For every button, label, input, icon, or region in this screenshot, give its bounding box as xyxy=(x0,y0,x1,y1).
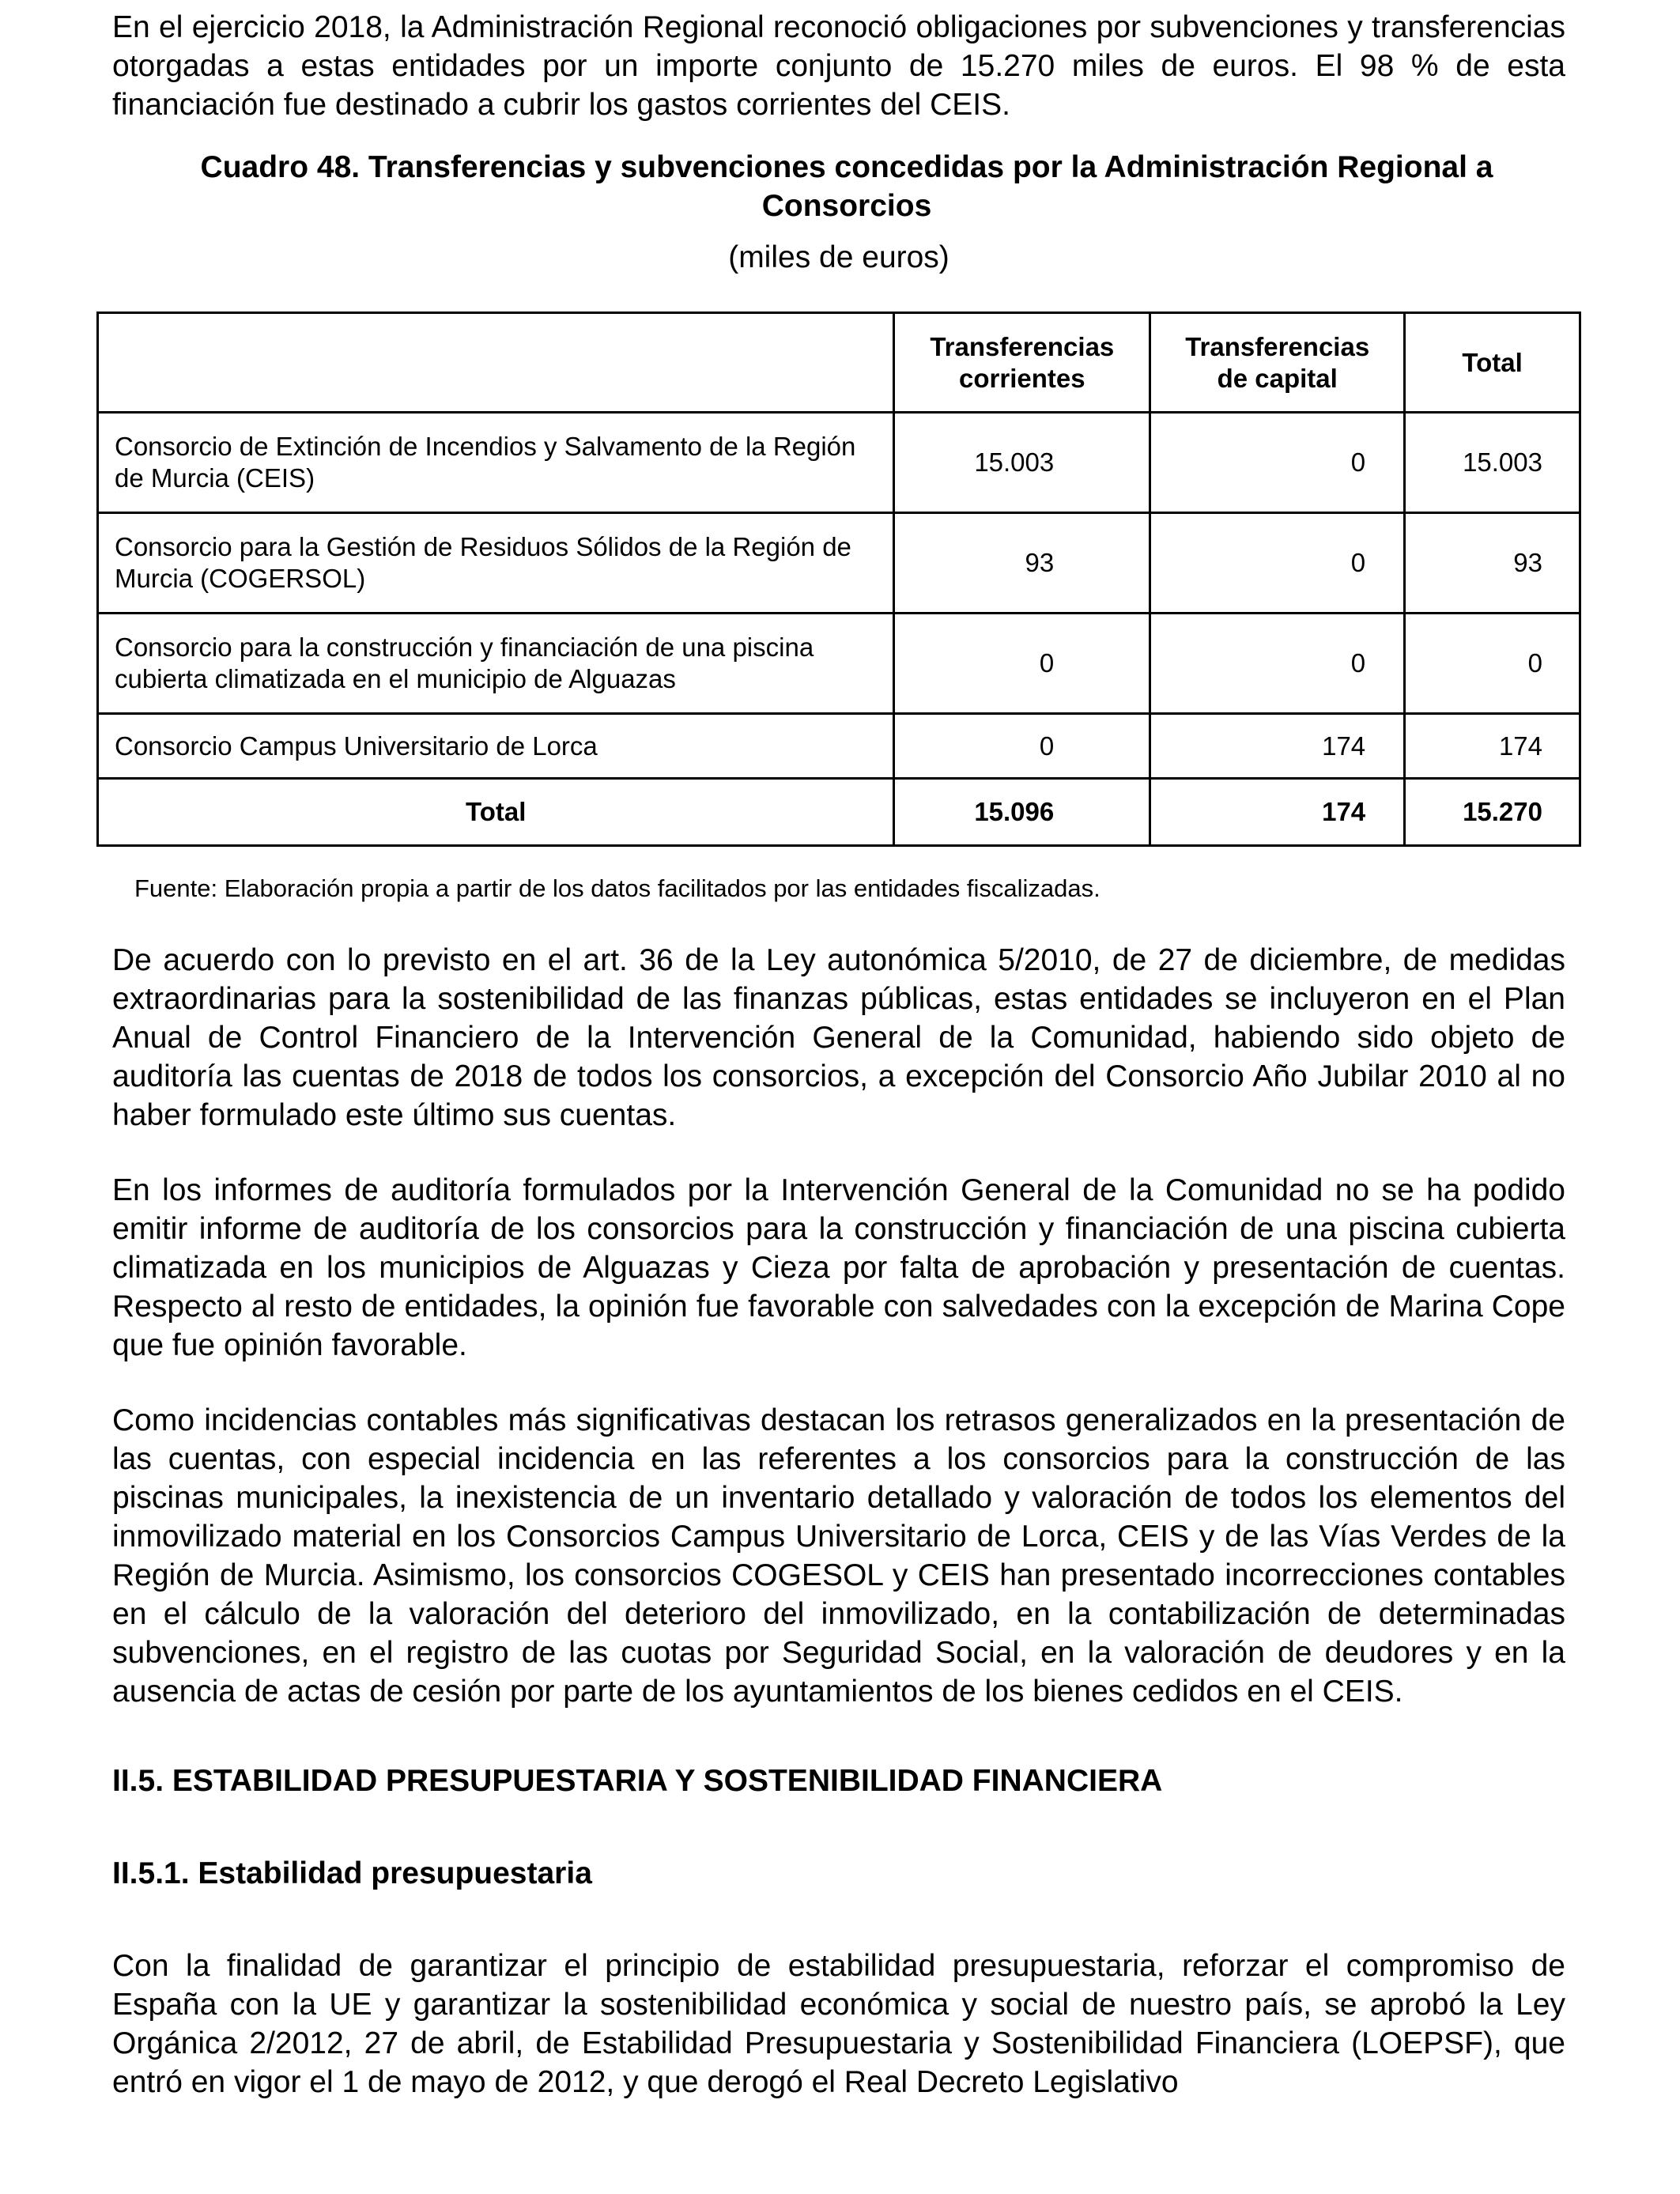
intro-block xyxy=(112,8,1565,277)
row-total: 93 xyxy=(1405,513,1580,614)
paragraph-audit-reports: En los informes de auditoría formulados por la Intervención General de la Comunidad no se ha podido emitir informe de auditoría de los consorcios para la construcción y financiación de una piscina cubierta climatizada en los municipios de Alguazas y Cieza por falta de aprobación y presentación de cuentas. Respecto al resto de entidades, la opinión fue favorable con salvedades con la excepción de Marina Cope que fue opinión favorable. xyxy=(112,1173,1565,1362)
table-units: (miles de euros) xyxy=(728,240,949,274)
row-name: Consorcio para la construcción y financiación de una piscina cubierta climatizada en el municipio de Alguazas xyxy=(98,614,894,714)
subsection-heading: II.5.1. Estabilidad presupuestaria xyxy=(112,1856,592,1890)
row-name: Consorcio Campus Universitario de Lorca xyxy=(98,714,894,779)
header-total: Total xyxy=(1405,313,1580,413)
row-corrientes: 0 xyxy=(894,614,1150,714)
row-total: 0 xyxy=(1405,614,1580,714)
total-corrientes: 15.096 xyxy=(894,779,1150,846)
table-row xyxy=(98,513,1580,614)
row-total: 15.003 xyxy=(1405,413,1580,513)
paragraph-audit-plan: De acuerdo con lo previsto en el art. 36 de la Ley autonómica 5/2010, de 27 de diciembre, de medidas extraordinarias para la sostenibilidad de las finanzas públicas, estas entidades se incluyeron en el Plan Anual de Control Financiero de la Intervención General de la Comunidad, habiendo sido objeto de auditoría las cuentas de 2018 de todos los consorcios, a excepción del Consorcio Año Jubilar 2010 al no haber formulado este último sus cuentas. xyxy=(112,943,1565,1132)
row-capital: 0 xyxy=(1150,614,1405,714)
row-corrientes: 0 xyxy=(894,714,1150,779)
intro-paragraph: En el ejercicio 2018, la Administración Regional reconoció obligaciones por subvenciones y transferencias otorgadas a estas entidades por un importe conjunto de 15.270 miles de euros. El 98 % de esta financiación fue destinado a cubrir los gastos corrientes del CEIS. xyxy=(112,10,1565,122)
paragraph-loepsf: Con la finalidad de garantizar el principio de estabilidad presupuestaria, reforzar el compromiso de España con la UE y garantizar la sostenibilidad económica y social de nuestro país, se aprobó la Ley Orgánica 2/2012, 27 de abril, de Estabilidad Presupuestaria y Sostenibilidad Financiera (LOEPSF), que entró en vigor el 1 de mayo de 2012, y que derogó el Real Decreto Legislativo xyxy=(112,1949,1565,2099)
row-total: 174 xyxy=(1405,714,1580,779)
header-capital: Transferencias de capital xyxy=(1150,313,1405,413)
row-name: Consorcio para la Gestión de Residuos Sólidos de la Región de Murcia (COGERSOL) xyxy=(98,513,894,614)
header-corrientes: Transferencias corrientes xyxy=(894,313,1150,413)
table-row xyxy=(98,413,1580,513)
header-empty xyxy=(98,313,894,413)
row-capital: 0 xyxy=(1150,413,1405,513)
table-caption: Cuadro 48. Transferencias y subvenciones concedidas por la Administración Regional a Consorcios xyxy=(200,150,1493,223)
paragraph-incidents: Como incidencias contables más significativas destacan los retrasos generalizados en la presentación de las cuentas, con especial incidencia en las referentes a los consorcios para la construcción de las piscinas municipales, la inexistencia de un inventario detallado y valoración de todos los elementos del inmovilizado material en los Consorcios Campus Universitario de Lorca, CEIS y de las Vías Verdes de la Región de Murcia. Asimismo, los consorcios COGESOL y CEIS han presentado incorrecciones contables en el cálculo de la valoración del deterioro del inmovilizado, en la contabilización de determinadas subvenciones, en el registro de las cuotas por Seguridad Social, en la valoración de deudores y en la ausencia de actas de cesión por parte de los ayuntamientos de los bienes cedidos en el CEIS. xyxy=(112,1403,1565,1709)
row-name: Consorcio de Extinción de Incendios y Salvamento de la Región de Murcia (CEIS) xyxy=(98,413,894,513)
total-capital: 174 xyxy=(1150,779,1405,846)
table-row xyxy=(98,614,1580,714)
total-label: Total xyxy=(98,779,894,846)
table-source-note: Fuente: Elaboración propia a partir de los datos facilitados por las entidades fiscalizadas. xyxy=(134,874,1100,902)
table-total-row xyxy=(98,779,1580,846)
transfers-table xyxy=(96,312,1581,847)
total-total: 15.270 xyxy=(1405,779,1580,846)
row-capital: 0 xyxy=(1150,513,1405,614)
row-corrientes: 15.003 xyxy=(894,413,1150,513)
section-heading: II.5. ESTABILIDAD PRESUPUESTARIA Y SOSTENIBILIDAD FINANCIERA xyxy=(112,1764,1163,1798)
table-row xyxy=(98,714,1580,779)
row-capital: 174 xyxy=(1150,714,1405,779)
row-corrientes: 93 xyxy=(894,513,1150,614)
body-block xyxy=(112,941,1565,2101)
table-header-row xyxy=(98,313,1580,413)
